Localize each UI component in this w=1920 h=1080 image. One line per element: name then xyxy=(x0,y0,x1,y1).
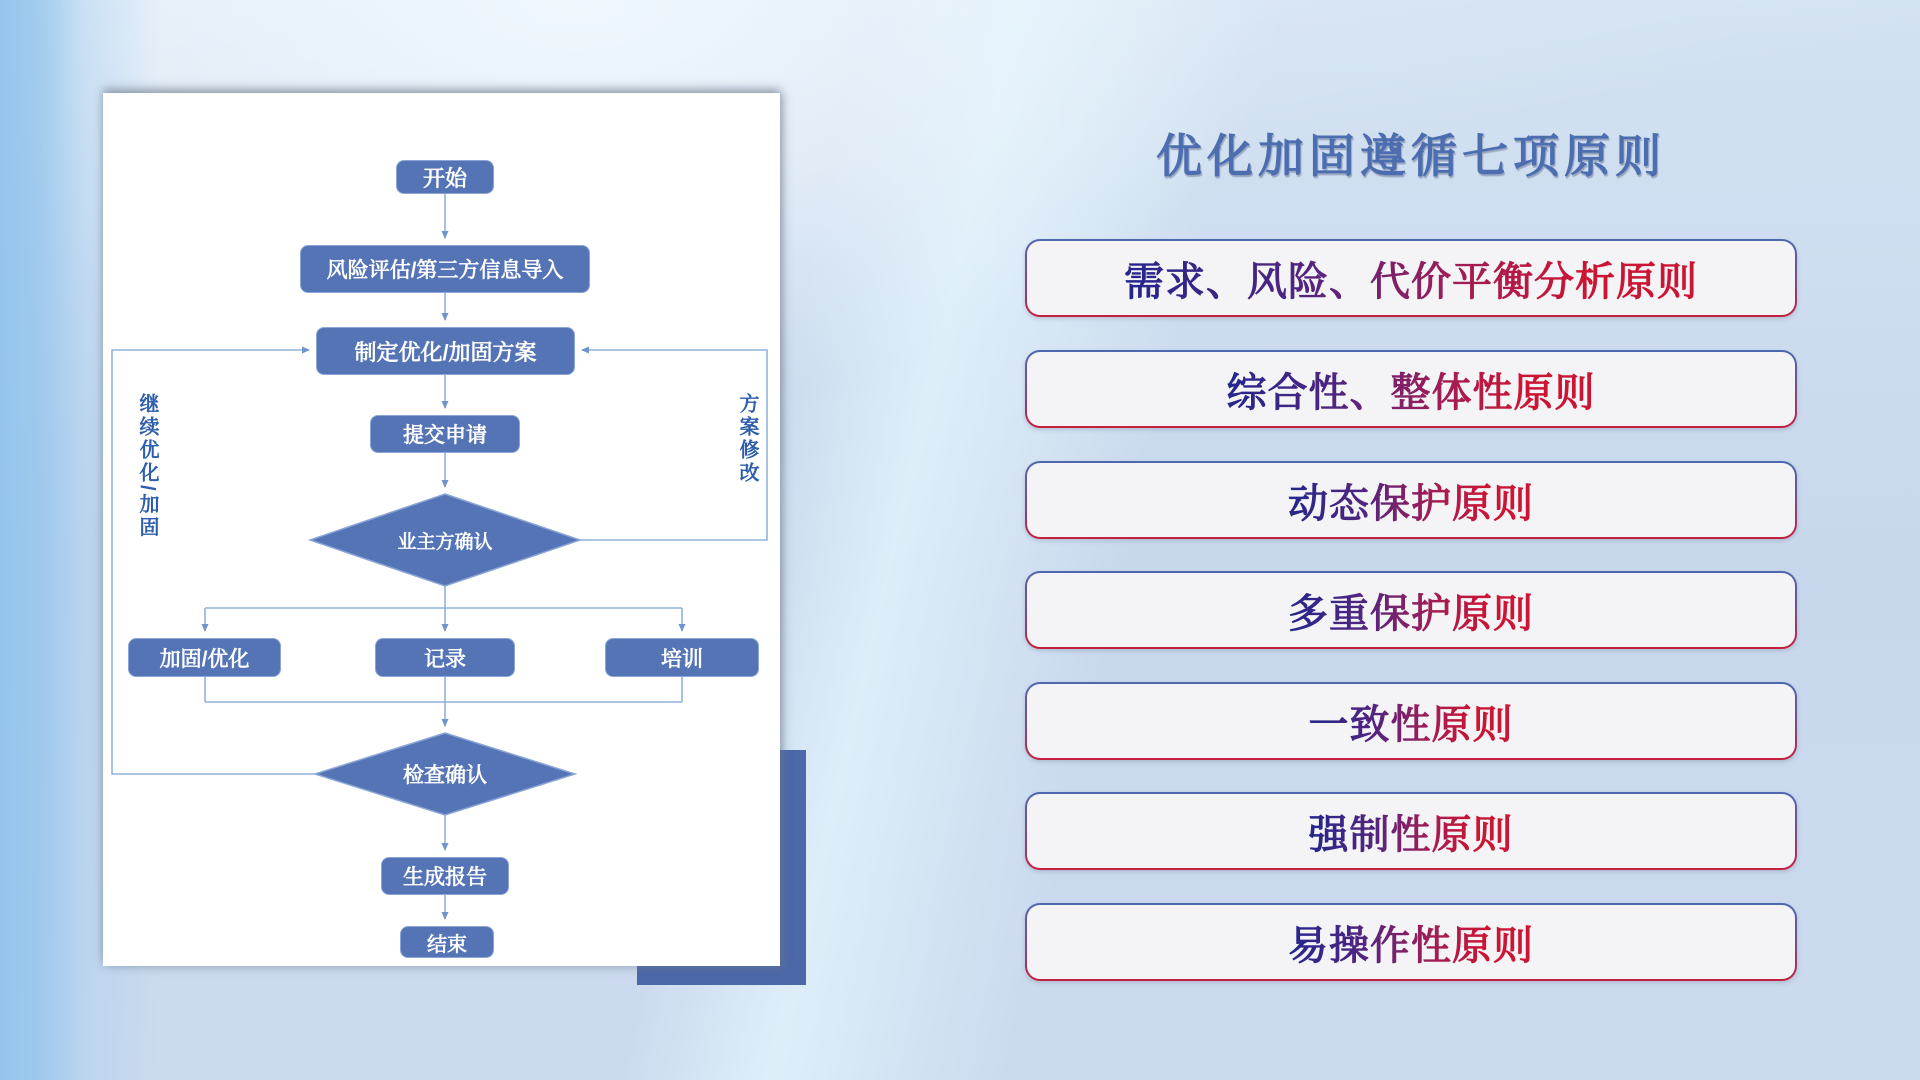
principle-text-5: 一致性原则 xyxy=(1309,693,1514,750)
principle-box-1 xyxy=(1025,239,1797,317)
flow-node-start: 开始 xyxy=(396,160,494,194)
flow-node-training: 培训 xyxy=(605,638,759,677)
principle-text-1: 需求、风险、代价平衡分析原则 xyxy=(1124,250,1698,307)
principle-box-7 xyxy=(1025,903,1797,981)
flow-node-check-confirm-label: 检查确认 xyxy=(403,764,487,787)
flow-node-report: 生成报告 xyxy=(381,857,509,895)
flow-node-record: 记录 xyxy=(375,638,515,677)
principle-box-4 xyxy=(1025,571,1797,649)
flow-node-reinforce: 加固/优化 xyxy=(128,638,281,677)
flowchart-card xyxy=(103,93,780,966)
principle-text-3: 动态保护原则 xyxy=(1288,472,1534,529)
flow-node-submit: 提交申请 xyxy=(370,415,520,453)
principle-box-6 xyxy=(1025,792,1797,870)
flow-node-end: 结束 xyxy=(400,926,494,958)
loop-label-plan-revise: 方案修改 xyxy=(736,393,758,485)
principle-text-2: 综合性、整体性原则 xyxy=(1227,361,1596,418)
loop-label-continue-optimize: 继续优化/加固 xyxy=(136,393,158,540)
principle-text-7: 易操作性原则 xyxy=(1288,914,1534,971)
page-title: 优化加固遵循七项原则 xyxy=(1156,130,1666,182)
flow-node-make-plan: 制定优化/加固方案 xyxy=(316,327,575,375)
flow-node-risk-assessment: 风险评估/第三方信息导入 xyxy=(300,245,590,293)
principle-text-4: 多重保护原则 xyxy=(1288,582,1534,639)
principle-text-6: 强制性原则 xyxy=(1309,803,1514,860)
flow-node-owner-confirm-label: 业主方确认 xyxy=(397,531,493,553)
principle-box-3 xyxy=(1025,461,1797,539)
principle-box-2 xyxy=(1025,350,1797,428)
principle-box-5 xyxy=(1025,682,1797,760)
